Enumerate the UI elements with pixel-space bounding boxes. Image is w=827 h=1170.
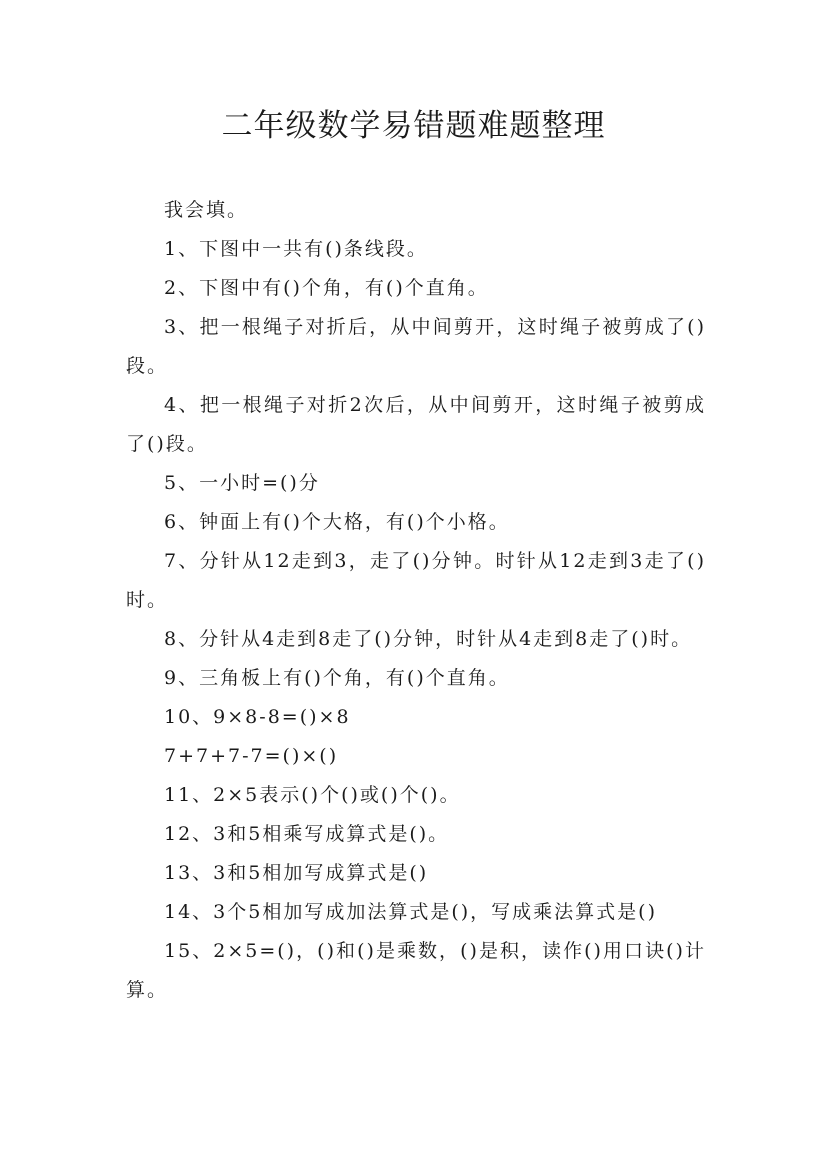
section-intro: 我会填。	[164, 199, 249, 221]
question-item: 15、2×5=()，()和()是乘数，()是积，读作()用口诀()计算。	[126, 940, 706, 1001]
question-item: 2、下图中有()个角，有()个直角。	[164, 277, 489, 299]
question-item: 8、分针从4走到8走了()分钟，时针从4走到8走了()时。	[164, 628, 693, 650]
question-item: 11、2×5表示()个()或()个()。	[164, 784, 461, 806]
question-item: 13、3和5相加写成算式是()	[164, 862, 429, 884]
question-item: 14、3个5相加写成加法算式是()，写成乘法算式是()	[164, 901, 658, 923]
question-item: 12、3和5相乘写成算式是()。	[164, 823, 450, 845]
question-item: 5、一小时=()分	[164, 472, 320, 494]
question-item: 7、分针从12走到3，走了()分钟。时针从12走到3走了()时。	[126, 550, 706, 611]
question-item: 4、把一根绳子对折2次后，从中间剪开，这时绳子被剪成了()段。	[126, 394, 706, 455]
question-item: 6、钟面上有()个大格，有()个小格。	[164, 511, 510, 533]
question-item: 1、下图中一共有()条线段。	[164, 238, 428, 260]
question-item: 10、9×8-8=()×8	[164, 706, 351, 728]
question-list	[126, 191, 706, 1010]
question-item: 3、把一根绳子对折后，从中间剪开，这时绳子被剪成了()段。	[126, 316, 706, 377]
question-item: 9、三角板上有()个角，有()个直角。	[164, 667, 510, 689]
question-item: 7+7+7-7=()×()	[164, 745, 339, 767]
page-title: 二年级数学易错题难题整理	[221, 108, 606, 144]
